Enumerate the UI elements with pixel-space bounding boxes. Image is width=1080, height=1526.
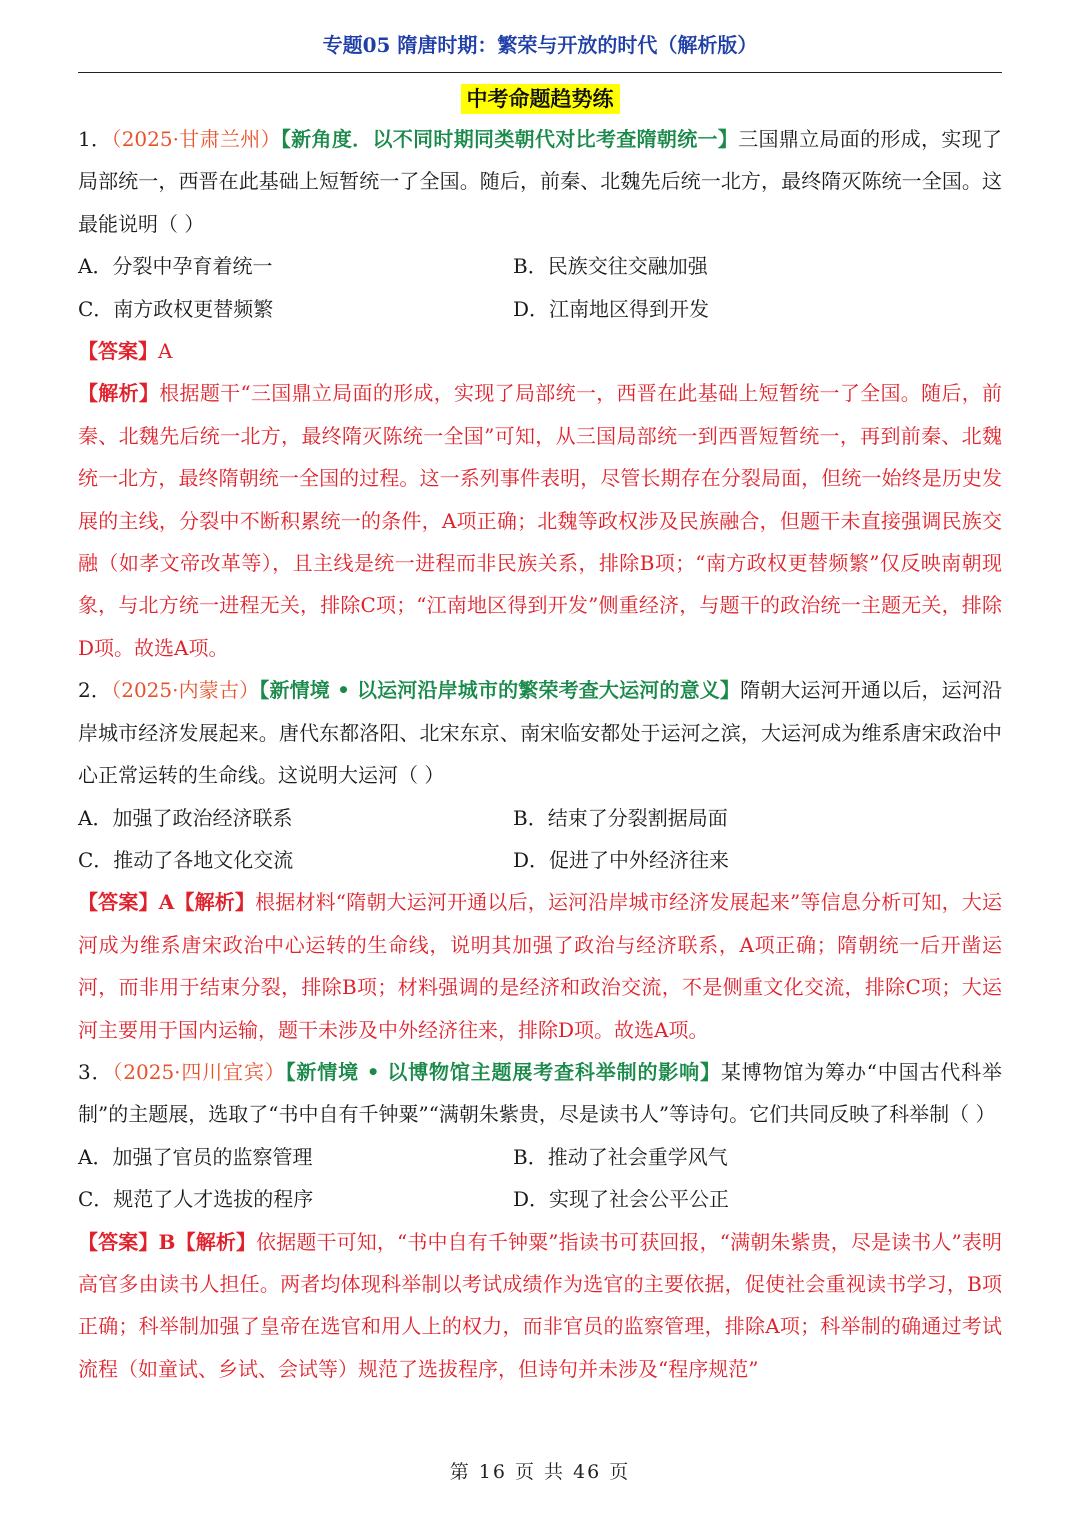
question-1-options	[78, 245, 1002, 330]
question-source: （2025·内蒙古）	[111, 678, 260, 703]
question-tag: 【新情境 • 以运河沿岸城市的繁荣考查大运河的意义】	[259, 678, 741, 703]
option-b: B．结束了分裂割据局面	[513, 805, 728, 830]
question-2-options	[78, 797, 1002, 882]
option-a: A．加强了官员的监察管理	[78, 1144, 313, 1169]
option-d: D．江南地区得到开发	[513, 296, 710, 321]
answer-value: A	[158, 890, 175, 915]
option-c: C．推动了各地文化交流	[78, 847, 294, 872]
question-text: 三国鼎立局面的形成，实现了局部统一，西晋在此基础上短暂统一了全国。随后，前秦、北魏先后统一北方，最终隋灭陈统一全国。这最能说明（ ）	[78, 127, 1003, 236]
question-source: （2025·四川宜宾）	[112, 1059, 286, 1084]
question-1-analysis	[78, 372, 1002, 669]
question-tag: 【新情境 • 以博物馆主题展考查科举制的影响】	[285, 1059, 721, 1084]
header-divider	[78, 72, 1002, 73]
question-number: 2．	[78, 678, 112, 703]
page-header-title: 专题05 隋唐时期：繁荣与开放的时代（解析版）	[322, 33, 758, 57]
question-source: （2025·甘肃兰州）	[111, 127, 281, 151]
document-body	[78, 118, 1002, 1390]
analysis-label: 【解析】	[78, 381, 160, 406]
analysis-text: 根据材料“隋朝大运河开通以后，运河沿岸城市经济发展起来”等信息分析可知，大运河成为维系唐宋政治中心运转的生命线，说明其加强了政治与经济联系，A项正确；隋朝统一后开凿运河，而非用于结束分裂，排除B项；材料强调的是经济和政治交流，不是侧重文化交流，排除C项；大运河主要用于国内运输，题干未涉及中外经济往来，排除D项。故选A项。	[78, 890, 1003, 1042]
question-tag: 【新角度．以不同时期同类朝代对比考查隋朝统一】	[280, 127, 739, 151]
question-2-answer-analysis	[78, 881, 1002, 1051]
question-3-answer-analysis	[78, 1221, 1002, 1391]
analysis-text: 依据题干可知，“书中自有千钟粟”指读书可获回报，“满朝朱紫贵，尽是读书人”表明高官多由读书人担任。两者均体现科举制以考试成绩作为选官的主要依据，促使社会重视读书学习，B项正确；科举制加强了皇帝在选官和用人上的权力，而非官员的监察管理，排除A项；科举制的确通过考试流程（如童试、乡试、会试等）规范了选拔程序，但诗句并未涉及“程序规范”	[78, 1229, 1003, 1381]
page-footer: 第 16 页 共 46 页	[449, 1461, 631, 1483]
analysis-text: 根据题干“三国鼎立局面的形成，实现了局部统一，西晋在此基础上短暂统一了全国。随后，前秦、北魏先后统一北方，最终隋灭陈统一全国”可知，从三国局部统一到西晋短暂统一，再到前秦、北魏统一北方，最终隋朝统一全国的过程。这一系列事件表明，尽管长期存在分裂局面，但统一始终是历史发展的主线，分裂中不断积累统一的条件，A项正确；北魏等政权涉及民族融合，但题干未直接强调民族交融（如孝文帝改革等），且主线是统一进程而非民族关系，排除B项；“南方政权更替频繁”仅反映南朝现象，与北方统一进程无关，排除C项；“江南地区得到开发”侧重经济，与题干的政治统一主题无关，排除D项。故选A项。	[78, 381, 1003, 660]
answer-label: 【答案】	[78, 339, 158, 364]
answer-value: B	[158, 1229, 176, 1254]
answer-label: 【答案】	[78, 1229, 159, 1254]
question-2-stem	[78, 669, 1002, 796]
question-number: 1．	[78, 127, 112, 151]
analysis-label: 【解析】	[175, 1229, 257, 1254]
option-b: B．推动了社会重学风气	[513, 1144, 728, 1169]
option-d: D．促进了中外经济往来	[513, 847, 730, 872]
answer-label: 【答案】	[78, 890, 159, 915]
question-3-stem	[78, 1051, 1002, 1136]
question-3-options	[78, 1136, 1002, 1221]
question-1-answer	[78, 330, 1002, 372]
option-d: D．实现了社会公平公正	[513, 1187, 730, 1212]
option-c: C．规范了人才选拔的程序	[78, 1187, 314, 1212]
question-text: 隋朝大运河开通以后，运河沿岸城市经济发展起来。唐代东都洛阳、北宋东京、南宋临安都处于运河之滨，大运河成为维系唐宋政治中心正常运转的生命线。这说明大运河（ ）	[78, 678, 1003, 788]
question-1-stem	[78, 118, 1002, 245]
option-a: A．加强了政治经济联系	[78, 805, 293, 830]
option-b: B．民族交往交融加强	[513, 254, 708, 279]
section-title: 中考命题趋势练	[461, 84, 620, 114]
analysis-label: 【解析】	[174, 890, 256, 915]
answer-value: A	[158, 339, 173, 364]
question-text: 某博物馆为筹办“中国古代科举制”的主题展，选取了“书中自有千钟粟”“满朝朱紫贵，尽是读书人”等诗句。它们共同反映了科举制（ ）	[78, 1059, 1002, 1127]
question-number: 3．	[78, 1059, 113, 1084]
option-c: C．南方政权更替频繁	[78, 296, 274, 321]
option-a: A．分裂中孕育着统一	[78, 254, 273, 279]
section-title-container	[0, 84, 1080, 114]
